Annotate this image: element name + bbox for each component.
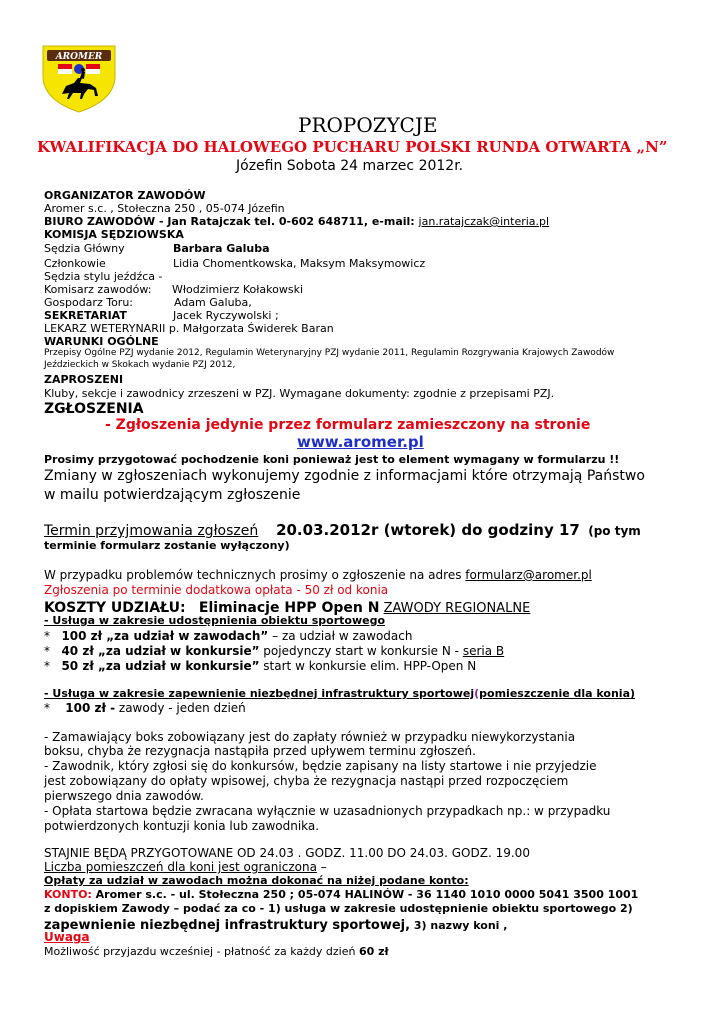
box-fee-desc: zawody - jeden dzień xyxy=(115,701,246,715)
account-label: KONTO: xyxy=(44,888,92,901)
stables-line: STAJNIE BĘDĄ PRZYGOTOWANE OD 24.03 . GODZ. 11.00 DO 24.03. GODZ. 19.00 xyxy=(44,846,530,860)
changes-line-2: w mailu potwierdzającym zgłoszenie xyxy=(44,487,301,503)
problems-text: W przypadku problemów technicznych prosimy o zgłoszenie na adres xyxy=(44,568,462,582)
general-text-2: Jeździeckich w Skokach wydanie PZJ 2012, xyxy=(44,360,236,370)
costs-heading-line xyxy=(44,599,530,615)
aromer-website-link[interactable]: www.aromer.pl xyxy=(297,433,424,451)
costs-event-tag: ZAWODY REGIONALNE xyxy=(383,601,531,616)
note-line: potwierdzonych kontuzji konia lub zawodnika. xyxy=(44,819,320,833)
place-date: Józefin Sobota 24 marzec 2012r. xyxy=(236,158,464,174)
logo-text: AROMER xyxy=(55,52,103,62)
early-arrival-fee: 60 zł xyxy=(358,945,389,958)
deadline-value: 20.03.2012r (wtorek) do godziny 17 xyxy=(276,521,580,539)
organizer-address: Aromer s.c. , Stołeczna 250 , 05-074 Józefin xyxy=(44,202,285,215)
payment-note-line-3 xyxy=(44,916,507,932)
committee-role: Sędzia Główny xyxy=(44,242,125,255)
note-line: - Zawodnik, który zgłosi się do konkursów, będzie zapisany na listy startowe i nie przyjedzie xyxy=(44,759,597,773)
note-line: - Opłata startowa będzie zwracana wyłącznie w uzasadnionych przypadkach np.: w przypadku xyxy=(44,804,611,818)
changes-line-1: Zmiany w zgłoszeniach wykonujemy zgodnie z informacjami które otrzymają Państwo xyxy=(44,468,645,484)
committee-name: Włodzimierz Kołakowski xyxy=(172,283,304,296)
late-fee-line: Zgłoszenia po terminie dodatkowa opłata - 50 zł od konia xyxy=(44,583,389,597)
fee-row: * 100 zł „za udział w zawodach” – za udział w zawodach xyxy=(44,629,413,643)
stables-limited: Liczba pomieszczeń dla koni jest ograniczona xyxy=(44,860,317,874)
box-fee-amount: 100 zł - xyxy=(65,701,116,715)
office-line xyxy=(44,216,549,227)
office-email-link[interactable]: jan.ratajczak@interia.pl xyxy=(418,215,550,228)
fee-desc: start w konkursie elim. HPP-Open N xyxy=(259,659,477,673)
committee-role: Członkowie xyxy=(44,257,106,270)
stables-limited-tail: – xyxy=(316,860,327,874)
committee-role: Komisarz zawodów: xyxy=(44,283,152,296)
problems-email-link[interactable]: formularz@aromer.pl xyxy=(465,568,592,582)
account-value: Aromer s.c. - ul. Stołeczna 250 ; 05-074 HALINÓW - 36 1140 1010 0000 5041 3500 1001 xyxy=(91,888,639,901)
general-text-1: Przepisy Ogólne PZJ wydanie 2012, Regulamin Weterynaryjny PZJ wydanie 2011, Regulamin Rozgrywania Krajowych Zawodów xyxy=(44,348,615,358)
account-line xyxy=(44,889,638,900)
note-line: boksu, chyba że rezygnacja nastąpiła przed upływem terminu zgłoszeń. xyxy=(44,744,476,758)
vet-line: LEKARZ WETERYNARII p. Małgorzata Świderek Baran xyxy=(44,322,334,335)
service-1-heading: - Usługa w zakresie udostępnienia obiektu sportowego xyxy=(44,614,386,627)
committee-role: Sędzia stylu jeźdźca - xyxy=(44,270,163,283)
service-2-text: - Usługa w zakresie zapewnienie niezbędnej infrastruktury sportowej xyxy=(44,687,475,700)
payment-heading: Opłaty za udział w zawodach można dokonać na niżej podane konto: xyxy=(44,874,469,887)
deadline-tail: (po tym xyxy=(588,524,641,538)
note-line: jest zobowiązany do opłaty wpisowej, chyba że rezygnacja nastąpi przed rozpoczęciem xyxy=(44,774,569,788)
entries-heading: ZGŁOSZENIA xyxy=(44,401,144,417)
early-arrival-text: Możliwość przyjazdu wcześniej - płatność za każdy dzień xyxy=(44,945,356,958)
payment-note-horses: 3) nazwy koni , xyxy=(410,919,508,932)
secretariat-name: Jacek Ryczywolski ; xyxy=(173,309,279,322)
committee-name: Lidia Chomentkowska, Maksym Maksymowicz xyxy=(173,257,426,270)
organizer-heading: ORGANIZATOR ZAWODÓW xyxy=(44,189,206,202)
committee-role: Gospodarz Toru: xyxy=(44,296,133,309)
fee-amount: 40 zł „za udział w konkursie” xyxy=(61,644,260,658)
payment-note-line-2: z dopiskiem Zawody – podać za co - 1) usługa w zakresie udostępnienie obiektu sportowego 2) xyxy=(44,902,633,915)
deadline-label: Termin przyjmowania zgłoszeń xyxy=(44,523,259,539)
fee-desc: pojedynczy start w konkursie N - xyxy=(259,644,463,658)
attention-label: Uwaga xyxy=(44,930,90,944)
page-subtitle: KWALIFIKACJA DO HALOWEGO PUCHARU POLSKI RUNDA OTWARTA „N” xyxy=(37,138,668,156)
aromer-logo xyxy=(40,42,118,114)
note-line: pierwszego dnia zawodów. xyxy=(44,789,204,803)
office-text: BIURO ZAWODÓW - Jan Ratajczak tel. 0-602 648711, e-mail: xyxy=(44,215,415,228)
stables-limited-line xyxy=(44,861,327,873)
service-2-tail: pomieszczenie dla konia) xyxy=(479,687,636,700)
service-2-heading xyxy=(44,688,635,699)
deadline-line-2: terminie formularz zostanie wyłączony) xyxy=(44,539,290,552)
fee-series-link: seria B xyxy=(462,644,505,658)
page-title: PROPOZYCJE xyxy=(298,113,438,137)
fee-amount: 50 zł „za udział w konkursie” xyxy=(61,659,260,673)
secretariat-label: SEKRETARIAT xyxy=(44,309,127,322)
invited-text: Kluby, sekcje i zawodnicy zrzeszeni w PZJ. Wymagane dokumenty: zgodnie z przepisami PZJ. xyxy=(44,387,555,400)
passport-note: Prosimy przygotować pochodzenie koni ponieważ jest to element wymagany w formularzu !! xyxy=(44,453,620,466)
costs-event: Eliminacje HPP Open N xyxy=(198,600,380,616)
committee-name: Adam Galuba, xyxy=(174,296,252,309)
deadline-line xyxy=(44,522,641,538)
general-heading: WARUNKI OGÓLNE xyxy=(44,335,159,348)
payment-note-infrastructure: zapewnienie niezbędnej infrastruktury sportowej, xyxy=(44,918,411,933)
box-fee-row: * 100 zł - zawody - jeden dzień xyxy=(44,701,246,715)
fee-row: * 50 zł „za udział w konkursie” start w konkursie elim. HPP-Open N xyxy=(44,659,477,673)
fee-amount: 100 zł „za udział w zawodach” xyxy=(61,629,269,643)
invited-heading: ZAPROSZENI xyxy=(44,373,124,386)
service-2-paren: ( xyxy=(474,687,480,700)
fee-row: * 40 zł „za udział w konkursie” pojedynczy start w konkursie N - seria B xyxy=(44,644,505,658)
committee-heading: KOMISJA SĘDZIOWSKA xyxy=(44,228,184,241)
note-line: - Zamawiający boks zobowiązany jest do zapłaty również w przypadku niewykorzystania xyxy=(44,730,576,744)
committee-name: Barbara Galuba xyxy=(173,242,270,255)
problems-line xyxy=(44,569,592,581)
early-arrival-line xyxy=(44,946,389,957)
entries-red-line: - Zgłoszenia jedynie przez formularz zamieszczony na stronie xyxy=(105,417,591,433)
costs-heading: KOSZTY UDZIAŁU: xyxy=(44,600,186,616)
fee-desc: – za udział w zawodach xyxy=(268,629,413,643)
